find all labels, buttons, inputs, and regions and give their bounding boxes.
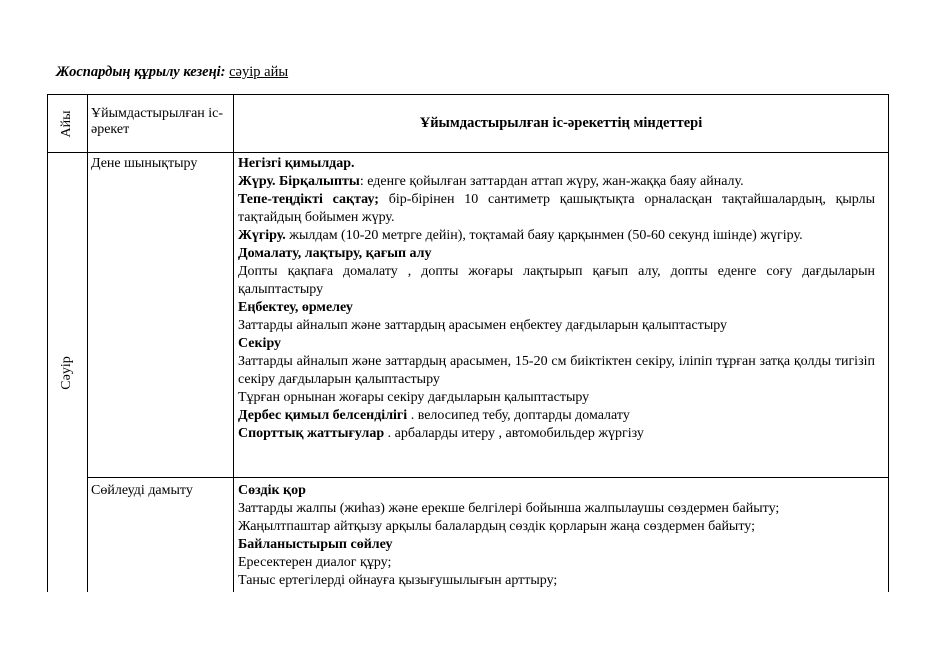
task-line: Тепе-теңдікті сақтау; бір-бірінен 10 сантиметр қашықтықта орналасқан тақтайшалардың, қырлы тақтайдың бойымен жүру. [238,192,875,225]
task-line: Ересектерен диалог құру; [238,555,392,570]
task-line: Домалату, лақтыру, қағып алу [238,246,432,261]
task-line: Жаңылтпаштар айтқызу арқылы балалардың сөздік қорларын жаңа сөздермен байыту; [238,519,755,534]
task-line: Заттарды айналып және заттардың арасымен, 15-20 см биіктіктен секіру, іліпіп тұрған затқа қолды тигізіп секіру дағдыларын қалыптастыру [238,354,875,387]
col-divider-activity [233,94,234,592]
task-line: Допты қақпаға домалату , допты жоғары лақтырып қағып алу, допты еденге соғу дағдыларын қалыптастыру [238,264,875,297]
tasks-physical-education [238,155,875,443]
activity-header: Ұйымдастырылған іс-әрекет [91,106,224,137]
month-value: Сәуір [59,355,74,390]
tasks-speech-development [238,482,875,590]
task-line: Сөздік қор [238,483,306,498]
activity-physical-education: Дене шынықтыру [91,156,198,171]
task-line: Жүгіру. жылдам (10-20 метрге дейін), тоқтамай баяу қарқынмен (50-60 секунд ішінде) жүгіру. [238,228,803,243]
task-line: Таныс ертегілерді ойнауға қызығушылығын арттыру; [238,573,558,588]
month-header-cell [47,94,87,153]
task-line: Спорттық жаттығулар . арбаларды итеру , автомобильдер жүргізу [238,426,644,441]
col-divider-month [87,94,88,592]
task-line: Байланыстырып сөйлеу [238,537,393,552]
activity-speech-development: Сөйлеуді дамыту [91,483,193,498]
table-border-right [888,94,889,592]
task-line: Секіру [238,336,282,351]
tasks-header: Ұйымдастырылған іс-әрекеттің міндеттері [419,115,703,131]
plan-table [47,94,889,592]
task-line: Заттарды айналып және заттардың арасымен еңбектеу дағдыларын қалыптастыру [238,318,728,333]
row-divider [87,477,889,478]
plan-period-label: Жоспардың құрылу кезеңі: [56,64,226,80]
plan-period-line [56,63,288,81]
month-cell [47,153,87,592]
task-line: Негізгі қимылдар. [238,156,355,171]
task-line: Тұрған орнынан жоғары секіру дағдыларын қалыптастыру [238,390,590,405]
task-line: Заттарды жалпы (жиһаз) және ерекше белгілері бойынша жалпылаушы сөздермен байыту; [238,501,780,516]
month-header: Айы [59,109,74,138]
plan-period-value: сәуір айы [229,64,289,80]
task-line: Жүру. Бірқалыпты: еденге қойылған заттардан аттап жүру, жан-жаққа баяу айналу. [238,174,744,189]
task-line: Еңбектеу, өрмелеу [238,300,353,315]
task-line: Дербес қимыл белсенділігі . велосипед тебу, доптарды домалату [238,408,630,423]
